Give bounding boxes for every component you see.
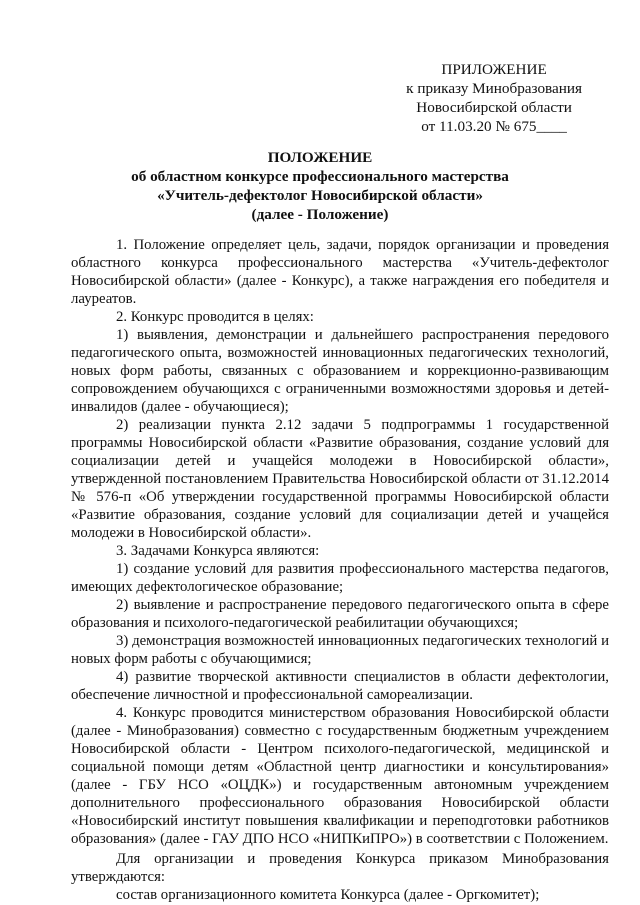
appendix-region: Новосибирской области — [416, 99, 572, 116]
appendix-order-ref: к приказу Минобразования — [406, 80, 582, 97]
document-title — [0, 148, 640, 224]
appendix-header — [406, 60, 582, 136]
paragraph-9: 4) развитие творческой активности специалистов в области дефектологии, обеспечение личностной и профессиональной самореализации. — [71, 669, 609, 703]
paragraph-3: 1) выявления, демонстрации и дальнейшего распространения передового педагогического опыта, возможностей инновационных педагогических технологий, новых форм работы, связанных с образованием и коррекционно-развивающим сопровождением обучающихся с ограниченными возможностями здоровья и детей-инвалидов (далее - обучающиеся); — [71, 327, 609, 415]
appendix-date-number: от 11.03.20 № 675____ — [421, 118, 567, 135]
document-body — [71, 236, 609, 904]
title-line-4: (далее - Положение) — [251, 206, 389, 223]
paragraph-2: 2. Конкурс проводится в целях: — [116, 309, 314, 325]
paragraph-6: 1) создание условий для развития профессионального мастерства педагогов, имеющих дефектологическое образование; — [71, 561, 609, 595]
paragraph-12: состав организационного комитета Конкурса (далее - Оргкомитет); — [116, 887, 540, 903]
paragraph-8: 3) демонстрация возможностей инновационных педагогических технологий и новых форм работы с обучающимися; — [71, 633, 609, 667]
paragraph-10: 4. Конкурс проводится министерством образования Новосибирской области (далее - Минобразования) совместно с государственным бюджетным учреждением Новосибирской области - Центром психолого-педагогической, медицинской и социальной помощи детям «Областной центр диагностики и консультирования» (далее - ГБУ НСО «ОЦДК») и государственным автономным учреждением дополнительного профессионального образования Новосибирской области «Новосибирский институт повышения квалификации и переподготовки работников образования» (далее - ГАУ ДПО НСО «НИПКиПРО») в соответствии с Положением. — [71, 705, 609, 847]
title-line-3: «Учитель-дефектолог Новосибирской области» — [157, 187, 483, 204]
appendix-title: ПРИЛОЖЕНИЕ — [441, 61, 547, 78]
paragraph-1: 1. Положение определяет цель, задачи, порядок организации и проведения областного конкурса профессионального мастерства «Учитель-дефектолог Новосибирской области» (далее - Конкурс), а также награждения его победителя и лауреатов. — [71, 237, 609, 307]
paragraph-5: 3. Задачами Конкурса являются: — [116, 543, 320, 559]
paragraph-4: 2) реализации пункта 2.12 задачи 5 подпрограммы 1 государственной программы Новосибирской области «Развитие образования, создание условий для социализации детей и учащейся молодежи в Новосибирской области», утвержденной постановлением Правительства Новосибирской области от 31.12.2014 № 576-п «Об утверждении государственной программы Новосибирской области «Развитие образования, создание условий для социализации детей и учащейся молодежи в Новосибирской области». — [71, 417, 609, 541]
paragraph-7: 2) выявление и распространение передового педагогического опыта в сфере образования и психолого-педагогической реабилитации обучающихся; — [71, 597, 609, 631]
title-line-1: ПОЛОЖЕНИЕ — [267, 149, 373, 166]
title-line-2: об областном конкурсе профессионального мастерства — [131, 168, 509, 185]
paragraph-11: Для организации и проведения Конкурса приказом Минобразования утверждаются: — [71, 851, 609, 885]
